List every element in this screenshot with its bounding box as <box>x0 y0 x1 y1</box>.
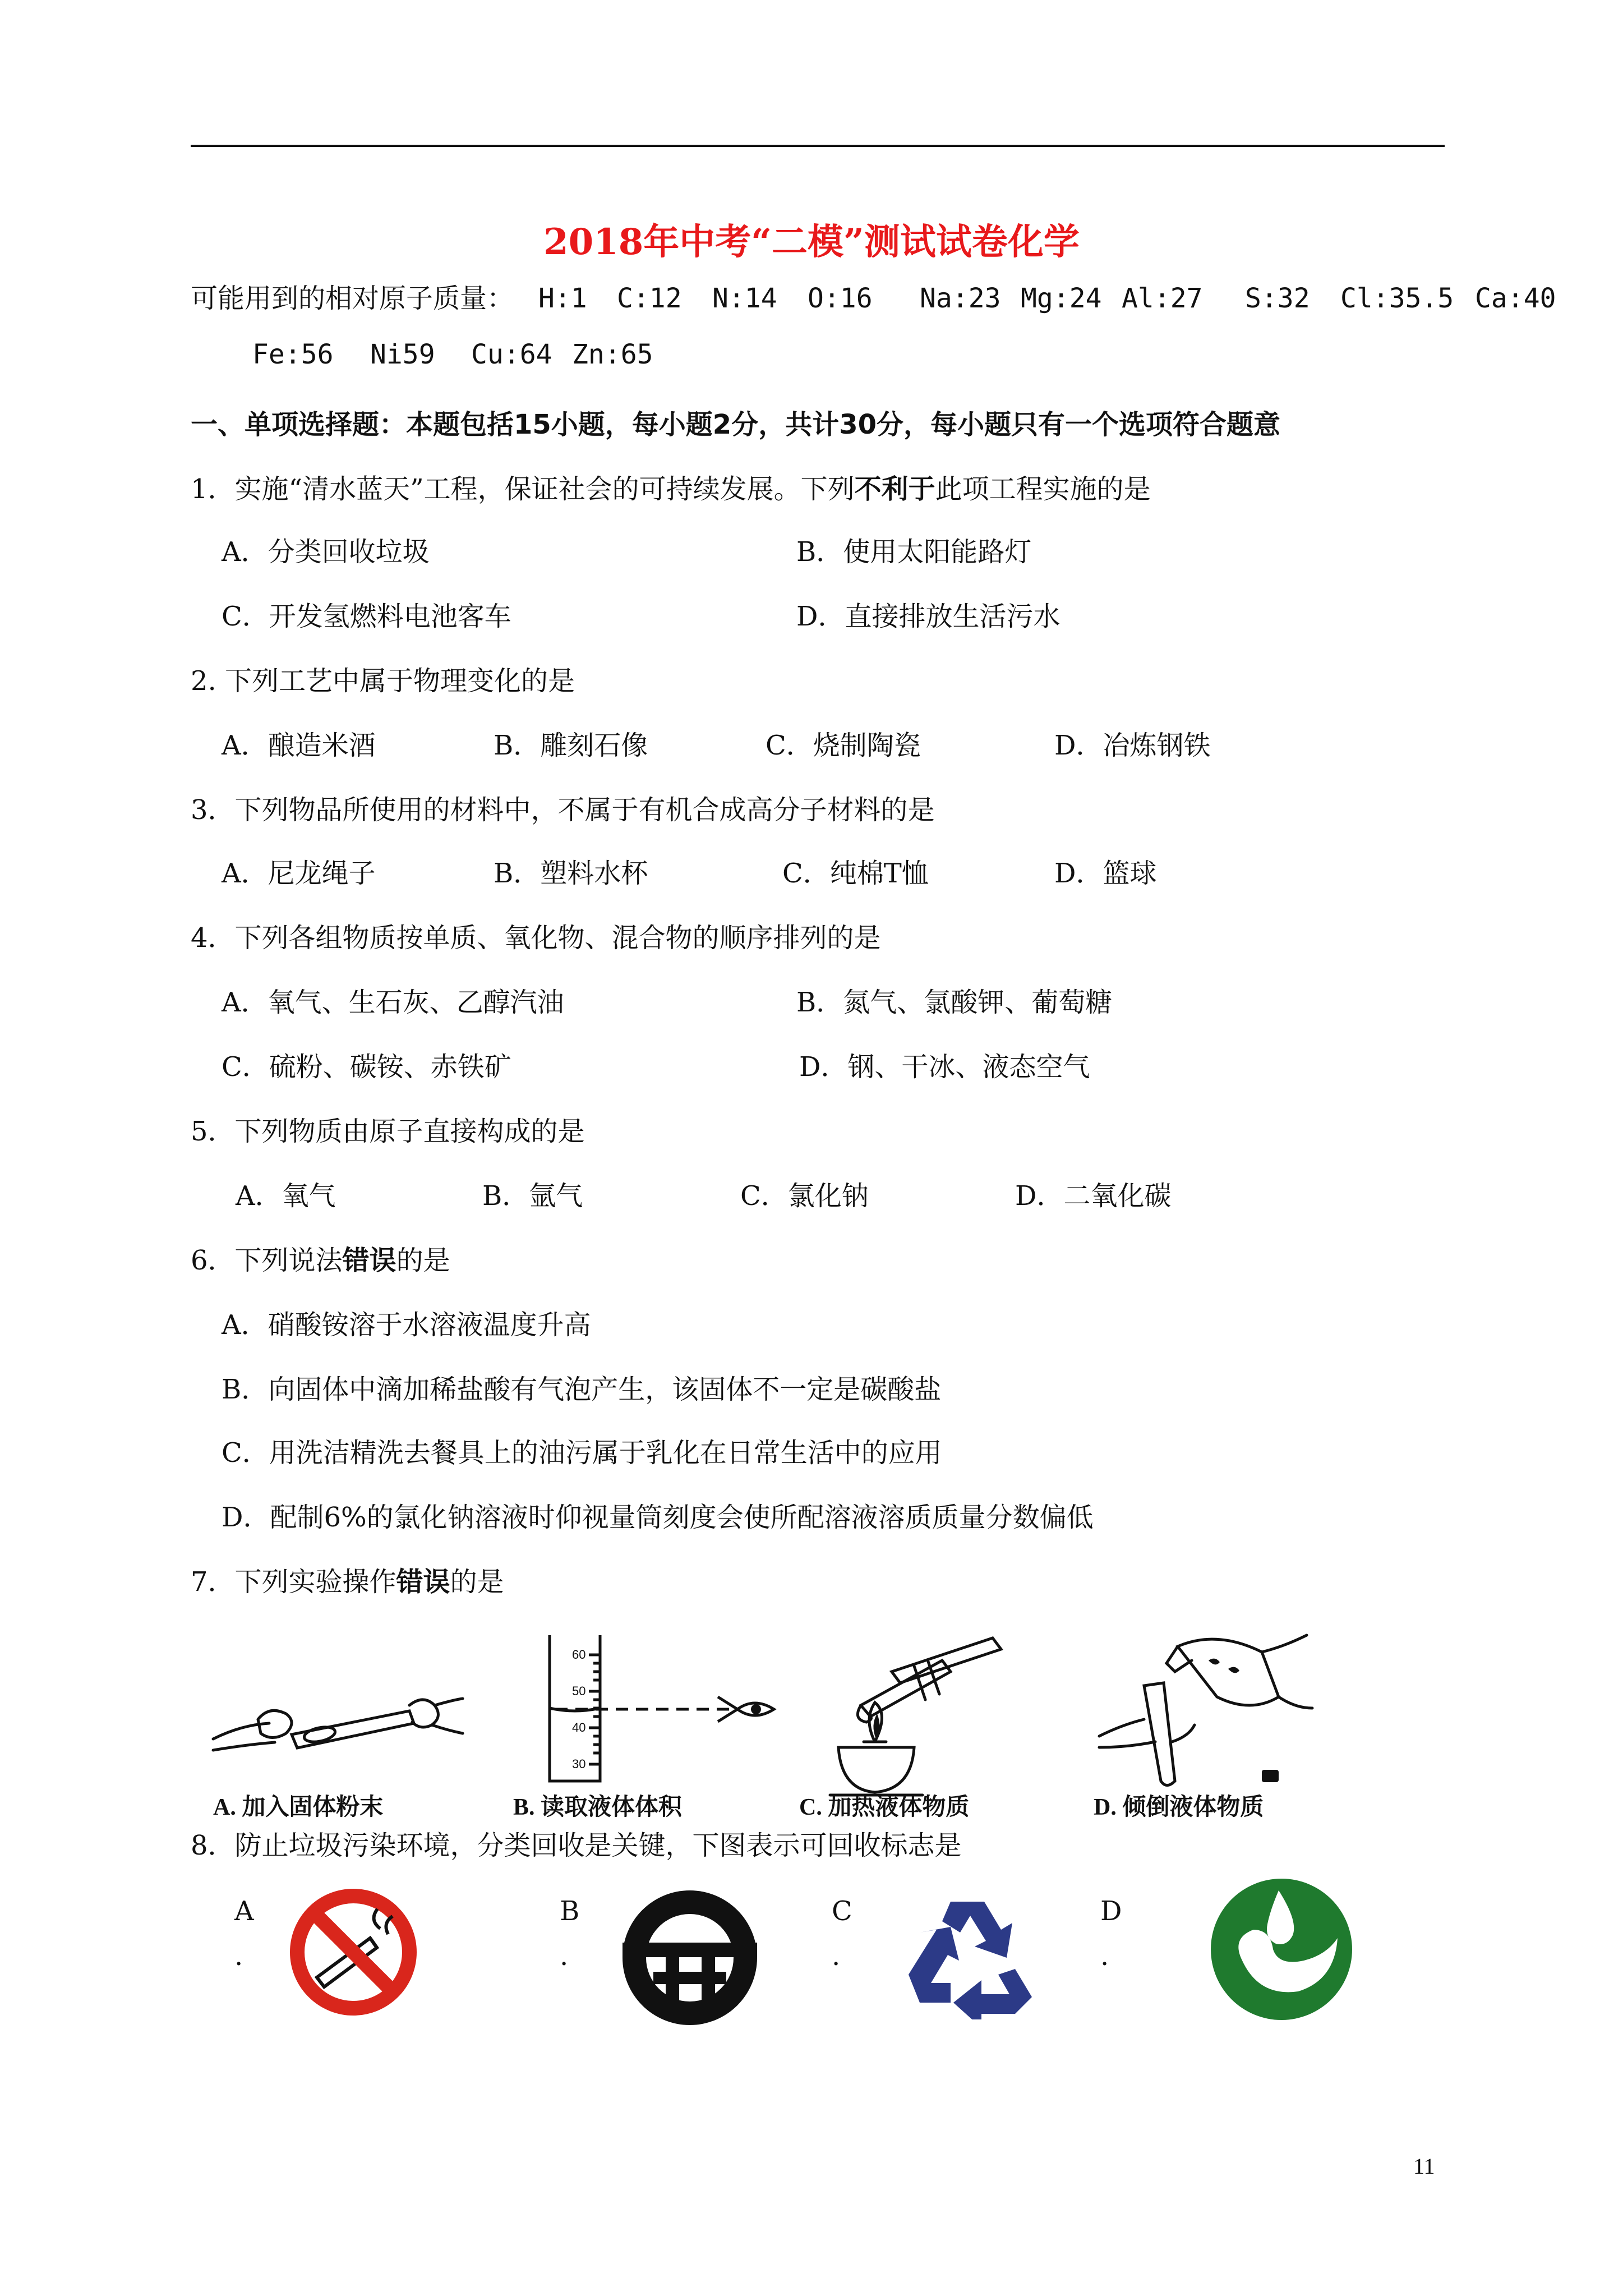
q6-option-d: D．配制6%的氯化钠溶液时仰视量筒刻度会使所配溶液溶质质量分数偏低 <box>222 1502 1094 1533</box>
q3-option-d: D．篮球 <box>1054 858 1157 889</box>
mass-ca: Ca:40 <box>1475 283 1556 314</box>
q1-option-b: B．使用太阳能路灯 <box>796 536 1032 568</box>
section-heading: 一、单项选择题：本题包括15小题，每小题2分，共计30分，每小题只有一个选项符合题意 <box>191 409 1280 440</box>
mass-mg: Mg:24 <box>1021 283 1102 314</box>
question-8-stem: 8．防止垃圾污染环境，分类回收是关键，下图表示可回收标志是 <box>191 1830 962 1861</box>
mass-cl: Cl:35.5 <box>1340 283 1454 314</box>
q8-letter-d: D <box>1100 1895 1122 1927</box>
eye-icon <box>751 1704 761 1714</box>
q2-option-b: B．雕刻石像 <box>494 730 648 761</box>
q1-option-d: D．直接排放生活污水 <box>796 601 1061 632</box>
q1-option-a: A．分类回收垃圾 <box>222 536 430 568</box>
figure-graduated-cylinder <box>538 1630 785 1787</box>
water-saving-sign-icon <box>1209 1876 1354 2022</box>
page-number: 11 <box>1413 2154 1435 2179</box>
circle-emblem-sign-icon <box>620 1888 760 2028</box>
q3-option-b: B．塑料水杯 <box>494 858 648 889</box>
mass-n: N:14 <box>712 283 777 314</box>
mass-ni: Ni59 <box>370 339 435 370</box>
q8-dot-a: . <box>234 1940 243 1972</box>
q3-option-a: A．尼龙绳子 <box>222 858 376 889</box>
header-rule <box>191 145 1445 147</box>
question-4-stem: 4．下列各组物质按单质、氧化物、混合物的顺序排列的是 <box>191 922 881 954</box>
mass-h: H:1 <box>538 283 587 314</box>
q5-option-b: B．氩气 <box>482 1180 583 1212</box>
q3-option-c: C．纯棉T恤 <box>782 858 929 889</box>
mass-cu: Cu:64 <box>471 339 552 370</box>
q4-option-b: B．氮气、氯酸钾、葡萄糖 <box>796 987 1113 1018</box>
recycle-sign-icon <box>897 1890 1038 2019</box>
figure-pouring-liquid <box>1094 1630 1318 1792</box>
q1-option-c: C．开发氢燃料电池客车 <box>222 601 511 632</box>
mass-s: S:32 <box>1245 283 1310 314</box>
caption-c: C. 加热液体物质 <box>799 1795 970 1820</box>
figure-heating-liquid <box>808 1627 1021 1801</box>
caption-b: B. 读取液体体积 <box>513 1795 683 1820</box>
no-smoking-sign-icon <box>286 1885 421 2019</box>
q8-dot-b: . <box>560 1940 569 1972</box>
atomic-mass-label: 可能用到的相对原子质量： <box>191 283 514 314</box>
cylinder-tick-30: 30 <box>572 1757 586 1771</box>
q5-option-a: A．氧气 <box>236 1180 336 1212</box>
mass-al: Al:27 <box>1122 283 1203 314</box>
question-3-stem: 3．下列物品所使用的材料中，不属于有机合成高分子材料的是 <box>191 794 935 826</box>
q4-option-a: A．氧气、生石灰、乙醇汽油 <box>222 987 564 1018</box>
mass-o: O:16 <box>808 283 873 314</box>
q2-option-a: A．酿造米酒 <box>222 730 376 761</box>
page-title: 2018年中考“二模”测试试卷化学 <box>543 221 1080 263</box>
q8-letter-b: B <box>560 1895 580 1927</box>
mass-zn: Zn:65 <box>572 339 653 370</box>
question-1-stem: 1．实施“清水蓝天”工程，保证社会的可持续发展。下列不利于此项工程实施的是 <box>191 473 1151 505</box>
caption-d: D. 倾倒液体物质 <box>1094 1795 1264 1820</box>
q5-option-c: C．氯化钠 <box>740 1180 869 1212</box>
q2-option-c: C．烧制陶瓷 <box>766 730 921 761</box>
mass-na: Na:23 <box>920 283 1001 314</box>
figure-adding-powder <box>208 1672 465 1784</box>
q8-dot-c: . <box>832 1940 841 1972</box>
q6-option-b: B．向固体中滴加稀盐酸有气泡产生，该固体不一定是碳酸盐 <box>222 1374 942 1405</box>
q8-letter-a: A <box>234 1895 254 1927</box>
cylinder-tick-60: 60 <box>572 1648 586 1662</box>
question-7-stem: 7．下列实验操作错误的是 <box>191 1566 504 1598</box>
q8-letter-c: C <box>832 1895 852 1927</box>
q2-option-d: D．冶炼钢铁 <box>1054 730 1211 761</box>
question-5-stem: 5．下列物质由原子直接构成的是 <box>191 1116 585 1147</box>
question-2-stem: 2. 下列工艺中属于物理变化的是 <box>191 665 575 697</box>
caption-a: A. 加入固体粉末 <box>213 1795 384 1820</box>
mass-c: C:12 <box>617 283 682 314</box>
question-6-stem: 6．下列说法错误的是 <box>191 1245 450 1276</box>
q4-option-c: C．硫粉、碳铵、赤铁矿 <box>222 1051 511 1083</box>
cylinder-tick-40: 40 <box>572 1720 586 1734</box>
q4-option-d: D．钢、干冰、液态空气 <box>799 1051 1090 1083</box>
q6-option-a: A．硝酸铵溶于水溶液温度升高 <box>222 1309 591 1341</box>
q6-option-c: C．用洗洁精洗去餐具上的油污属于乳化在日常生活中的应用 <box>222 1437 942 1469</box>
cylinder-tick-50: 50 <box>572 1684 586 1698</box>
q5-option-d: D．二氧化碳 <box>1015 1180 1172 1212</box>
q8-dot-d: . <box>1100 1940 1109 1972</box>
mass-fe: Fe:56 <box>252 339 334 370</box>
